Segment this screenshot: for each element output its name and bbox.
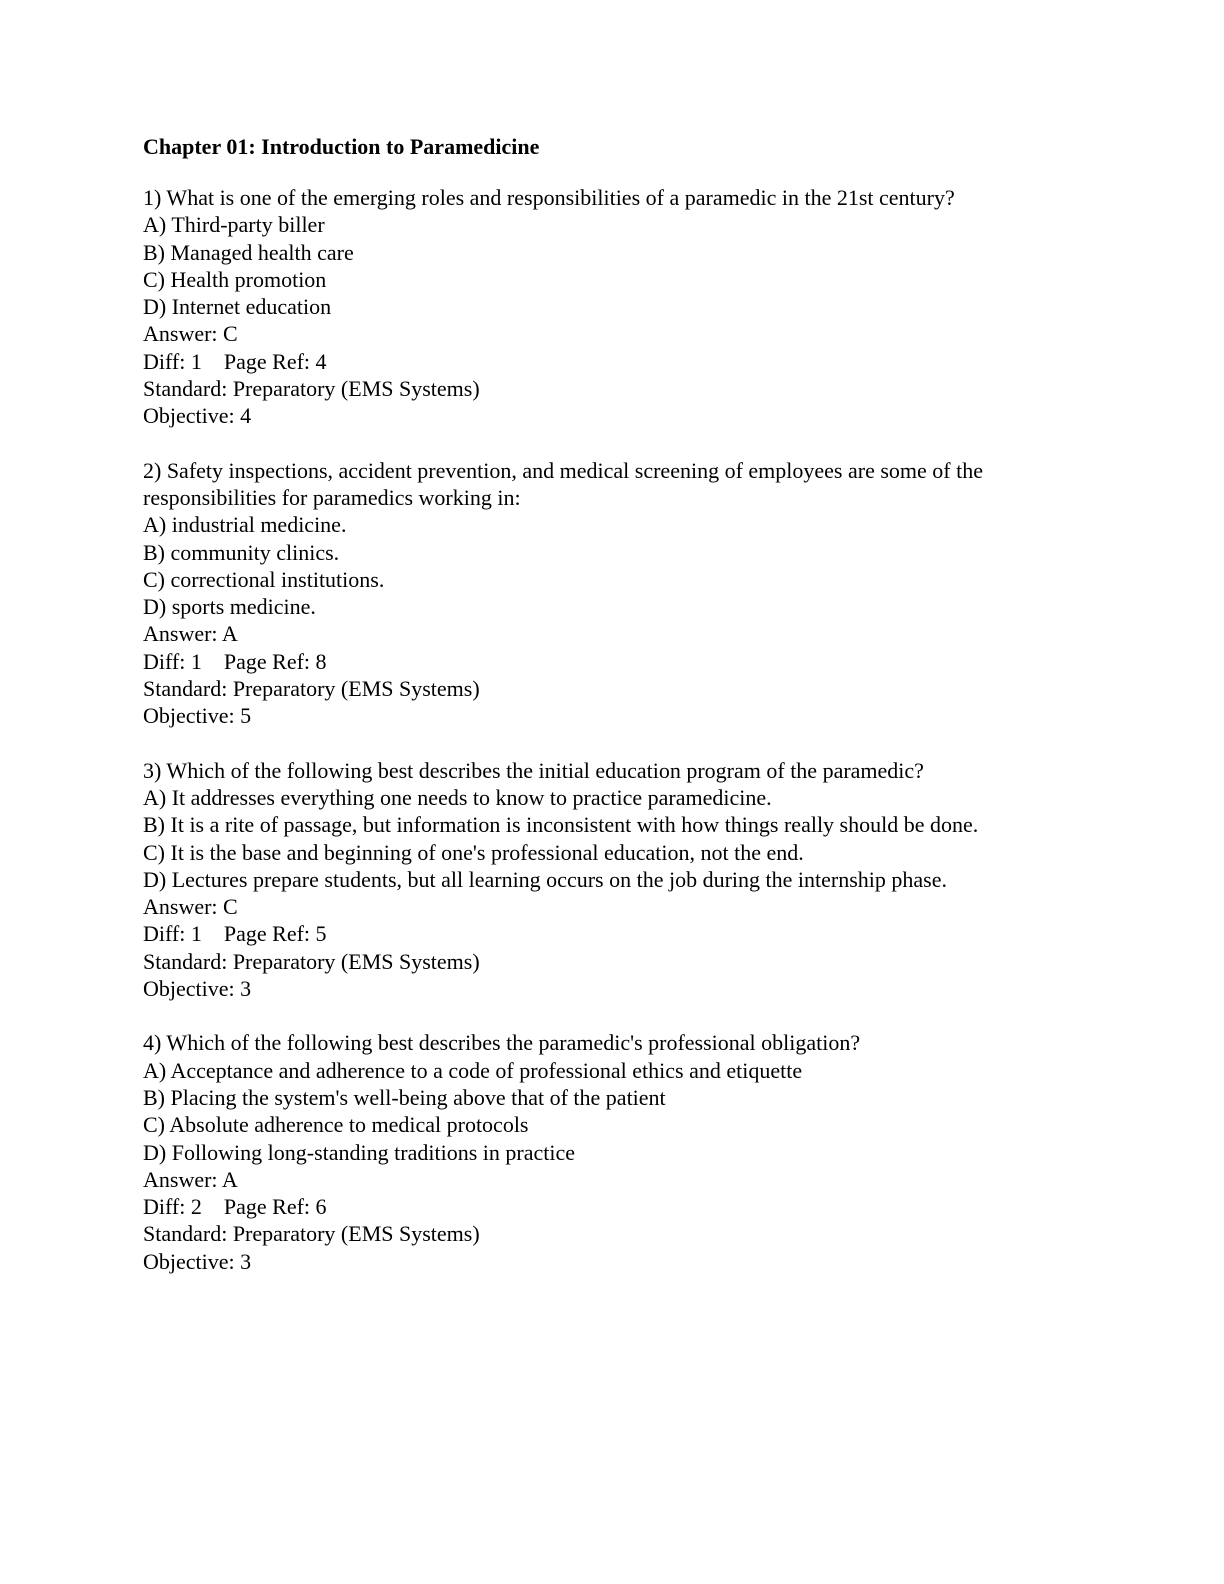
question-stem-line: responsibilities for paramedics working in: <box>143 484 521 510</box>
standard: Standard: Preparatory (EMS Systems) <box>143 376 480 402</box>
answer-option: D) Following long-standing traditions in practice <box>143 1139 575 1165</box>
page-reference: Page Ref: 4 <box>223 348 327 374</box>
standard: Standard: Preparatory (EMS Systems) <box>143 676 480 702</box>
answer-options <box>143 211 1103 320</box>
question-list <box>143 184 1103 1275</box>
standard: Standard: Preparatory (EMS Systems) <box>143 1221 480 1247</box>
answer-option: B) Managed health care <box>143 239 354 265</box>
difficulty: Diff: 1 <box>143 348 202 374</box>
answer-key: Answer: C <box>143 894 238 920</box>
answer-option: B) It is a rite of passage, but information is inconsistent with how things really should be done. <box>143 812 979 838</box>
answer-option: C) Health promotion <box>143 266 327 292</box>
question-stem <box>143 757 1103 784</box>
chapter-title: Chapter 01: Introduction to Paramedicine <box>143 134 540 159</box>
difficulty-row <box>143 920 1103 947</box>
question-stem-line: 2) Safety inspections, accident prevention, and medical screening of employees are some of the <box>143 457 983 483</box>
difficulty-row <box>143 648 1103 675</box>
answer-option: D) Lectures prepare students, but all learning occurs on the job during the internship phase. <box>143 866 947 892</box>
answer-key: Answer: C <box>143 321 238 347</box>
difficulty-row <box>143 1193 1103 1220</box>
standard: Standard: Preparatory (EMS Systems) <box>143 948 480 974</box>
answer-option: C) It is the base and beginning of one's professional education, not the end. <box>143 839 804 865</box>
page-reference: Page Ref: 8 <box>223 648 327 674</box>
difficulty: Diff: 1 <box>143 921 202 947</box>
answer-option: A) Third-party biller <box>143 212 325 238</box>
answer-option: A) It addresses everything one needs to know to practice paramedicine. <box>143 784 772 810</box>
answer-option: A) Acceptance and adherence to a code of professional ethics and etiquette <box>143 1057 803 1083</box>
question-stem <box>143 184 1103 211</box>
answer-option: A) industrial medicine. <box>143 512 347 538</box>
objective: Objective: 3 <box>143 976 252 1002</box>
difficulty: Diff: 1 <box>143 648 202 674</box>
objective: Objective: 4 <box>143 403 252 429</box>
question-block <box>143 457 1103 730</box>
question-block <box>143 1029 1103 1275</box>
objective: Objective: 5 <box>143 703 252 729</box>
objective: Objective: 3 <box>143 1248 252 1274</box>
answer-options <box>143 784 1103 893</box>
answer-options <box>143 1057 1103 1166</box>
answer-option: C) correctional institutions. <box>143 566 385 592</box>
difficulty-row <box>143 348 1103 375</box>
question-stem <box>143 1029 1103 1056</box>
answer-option: C) Absolute adherence to medical protocols <box>143 1112 529 1138</box>
answer-option: D) Internet education <box>143 294 332 320</box>
page-reference: Page Ref: 5 <box>223 921 327 947</box>
answer-options <box>143 511 1103 620</box>
question-stem-line: 1) What is one of the emerging roles and responsibilities of a paramedic in the 21st century? <box>143 185 955 210</box>
page-reference: Page Ref: 6 <box>223 1194 327 1220</box>
answer-key: Answer: A <box>143 621 238 647</box>
answer-option: B) Placing the system's well-being above that of the patient <box>143 1084 666 1110</box>
question-stem <box>143 457 1103 512</box>
document-page <box>143 130 1103 1302</box>
question-stem-line: 4) Which of the following best describes the paramedic's professional obligation? <box>143 1030 861 1056</box>
answer-key: Answer: A <box>143 1166 238 1192</box>
answer-option: B) community clinics. <box>143 539 340 565</box>
question-stem-line: 3) Which of the following best describes the initial education program of the paramedic? <box>143 757 924 783</box>
question-block <box>143 757 1103 1003</box>
difficulty: Diff: 2 <box>143 1194 202 1220</box>
answer-option: D) sports medicine. <box>143 594 316 620</box>
question-block <box>143 184 1103 430</box>
